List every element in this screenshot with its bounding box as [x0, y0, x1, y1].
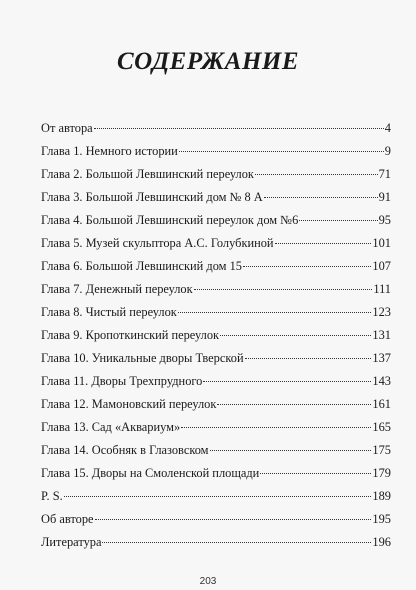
toc-dot-leader [275, 242, 372, 244]
table-of-contents [41, 117, 391, 554]
toc-entry-label: Глава 12. Мамоновский переулок [41, 397, 217, 411]
toc-entry-page: 143 [372, 374, 391, 388]
toc-dot-leader [255, 173, 378, 175]
toc-entry-page: 101 [372, 236, 391, 250]
toc-entry-label: Глава 8. Чистый переулок [41, 305, 177, 319]
toc-entry-label: Глава 14. Особняк в Глазовском [41, 443, 209, 457]
toc-entry [41, 370, 391, 393]
toc-dot-leader [64, 495, 372, 497]
toc-entry-label: P. S. [41, 489, 63, 503]
toc-dot-leader [179, 150, 384, 152]
toc-dot-leader [194, 288, 373, 290]
toc-entry [41, 508, 391, 531]
toc-dot-leader [299, 219, 377, 221]
toc-entry-label: Глава 3. Большой Левшинский дом № 8 А [41, 190, 263, 204]
page-number: 203 [199, 576, 217, 587]
toc-dot-leader [181, 426, 371, 428]
toc-entry [41, 209, 391, 232]
toc-entry-label: Глава 6. Большой Левшинский дом 15 [41, 259, 242, 273]
toc-entry [41, 232, 391, 255]
toc-entry [41, 439, 391, 462]
toc-entry-page: 131 [372, 328, 391, 342]
toc-dot-leader [95, 518, 372, 520]
toc-entry [41, 117, 391, 140]
toc-dot-leader [203, 380, 371, 382]
toc-entry-label: Глава 10. Уникальные дворы Тверской [41, 351, 244, 365]
toc-entry-label: Глава 13. Сад «Аквариум» [41, 420, 181, 434]
toc-entry-page: 195 [372, 512, 391, 526]
toc-entry [41, 278, 391, 301]
page-title: СОДЕРЖАНИЕ [116, 48, 300, 75]
toc-entry [41, 301, 391, 324]
toc-dot-leader [102, 541, 371, 543]
toc-entry-label: Литература [41, 535, 102, 549]
toc-entry-label: Глава 4. Большой Левшинский переулок дом №6 [41, 213, 299, 227]
toc-entry-page: 91 [378, 190, 391, 204]
toc-dot-leader [243, 265, 371, 267]
toc-entry-page: 9 [384, 144, 391, 158]
toc-entry-page: 4 [384, 121, 391, 135]
toc-entry [41, 347, 391, 370]
toc-entry-page: 107 [372, 259, 391, 273]
toc-entry-label: Глава 11. Дворы Трехпрудного [41, 374, 203, 388]
toc-entry-page: 111 [373, 282, 391, 296]
toc-entry-label: Об авторе [41, 512, 94, 526]
toc-dot-leader [264, 196, 378, 198]
toc-entry [41, 163, 391, 186]
toc-dot-leader [210, 449, 372, 451]
toc-entry-page: 123 [372, 305, 391, 319]
toc-entry-page: 175 [372, 443, 391, 457]
toc-entry-page: 189 [372, 489, 391, 503]
toc-entry-page: 137 [372, 351, 391, 365]
toc-dot-leader [260, 472, 371, 474]
toc-entry-label: Глава 9. Кропоткинский переулок [41, 328, 220, 342]
toc-entry-page: 95 [378, 213, 391, 227]
toc-entry-page: 196 [372, 535, 391, 549]
toc-entry [41, 255, 391, 278]
toc-entry-label: Глава 2. Большой Левшинский переулок [41, 167, 254, 181]
toc-entry-label: От автора [41, 121, 93, 135]
toc-entry-label: Глава 15. Дворы на Смоленской площади [41, 466, 260, 480]
toc-entry [41, 531, 391, 554]
toc-entry-page: 161 [372, 397, 391, 411]
toc-entry-page: 179 [372, 466, 391, 480]
toc-entry [41, 140, 391, 163]
toc-entry-label: Глава 7. Денежный переулок [41, 282, 193, 296]
toc-dot-leader [178, 311, 372, 313]
toc-entry-label: Глава 1. Немного истории [41, 144, 178, 158]
toc-entry [41, 485, 391, 508]
toc-entry-label: Глава 5. Музей скульптора А.С. Голубкиной [41, 236, 274, 250]
toc-entry [41, 324, 391, 347]
toc-dot-leader [94, 127, 384, 129]
toc-entry-page: 165 [372, 420, 391, 434]
toc-entry [41, 416, 391, 439]
toc-entry [41, 186, 391, 209]
toc-entry [41, 462, 391, 485]
toc-entry-page: 71 [378, 167, 391, 181]
toc-dot-leader [245, 357, 372, 359]
toc-dot-leader [220, 334, 371, 336]
toc-entry [41, 393, 391, 416]
toc-dot-leader [217, 403, 371, 405]
